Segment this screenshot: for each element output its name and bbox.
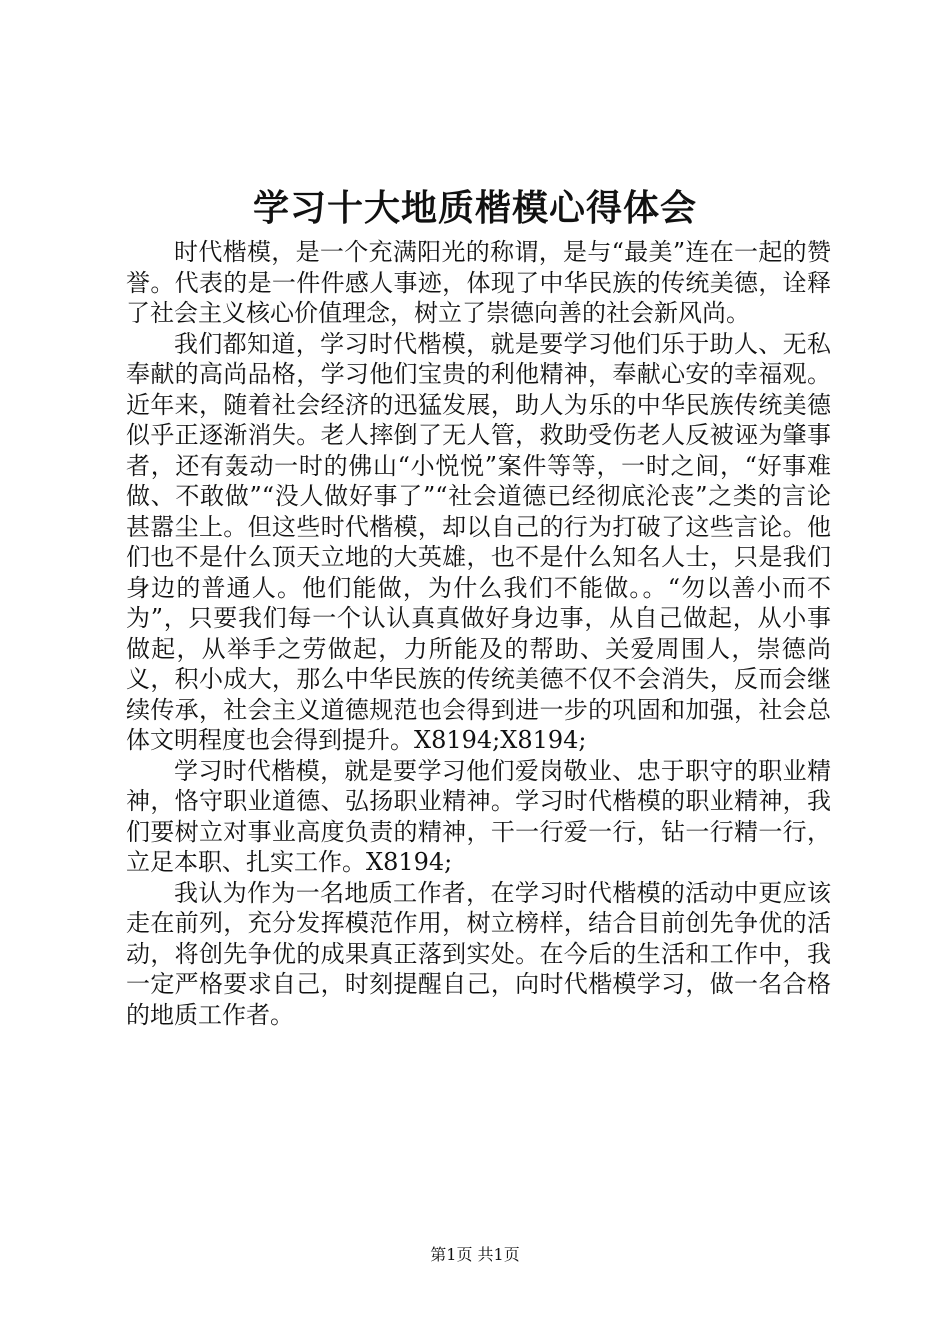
paragraph-1: 时代楷模，是一个充满阳光的称谓，是与“最美”连在一起的赞誉。代表的是一件件感人事迹，体现了中华民族的传统美德，诠释了社会主义核心价值理念，树立了崇德向善的社会新风尚。 — [126, 238, 831, 327]
paragraph-2: 我们都知道，学习时代楷模，就是要学习他们乐于助人、无私奉献的高尚品格，学习他们宝贵的利他精神，奉献心安的幸福观。近年来，随着社会经济的迅猛发展，助人为乐的中华民族传统美德似乎正逐渐消失。老人摔倒了无人管，救助受伤老人反被诬为肇事者，还有轰动一时的佛山“小悦悦”案件等等，一时之间，“好事难做、不敢做”“没人做好事了”“社会道德已经彻底沦丧”之类的言论甚嚣尘上。但这些时代楷模，却以自己的行为打破了这些言论。他们也不是什么顶天立地的大英雄，也不是什么知名人士，只是我们身边的普通人。他们能做，为什么我们不能做。。“勿以善小而不为”，只要我们每一个认认真真做好身边事，从自己做起，从小事做起，从举手之劳做起，力所能及的帮助、关爱周围人，崇德尚义，积小成大，那么中华民族的传统美德不仅不会消失，反而会继续传承，社会主义道德规范也会得到进一步的巩固和加强，社会总体文明程度也会得到提升。X8194;X8194; — [126, 329, 831, 754]
page-number-footer: 第1页 共1页 — [430, 1245, 520, 1264]
document-title: 学习十大地质楷模心得体会 — [252, 187, 697, 229]
paragraph-3: 学习时代楷模，就是要学习他们爱岗敬业、忠于职守的职业精神，恪守职业道德、弘扬职业精神。学习时代楷模的职业精神，我们要树立对事业高度负责的精神，干一行爱一行，钻一行精一行，立足本职、扎实工作。X8194; — [126, 756, 831, 876]
paragraph-4: 我认为作为一名地质工作者，在学习时代楷模的活动中更应该走在前列，充分发挥模范作用，树立榜样，结合目前创先争优的活动，将创先争优的成果真正落到实处。在今后的生活和工作中，我一定严格要求自己，时刻提醒自己，向时代楷模学习，做一名合格的地质工作者。 — [126, 878, 831, 1029]
document-body — [126, 237, 831, 1030]
